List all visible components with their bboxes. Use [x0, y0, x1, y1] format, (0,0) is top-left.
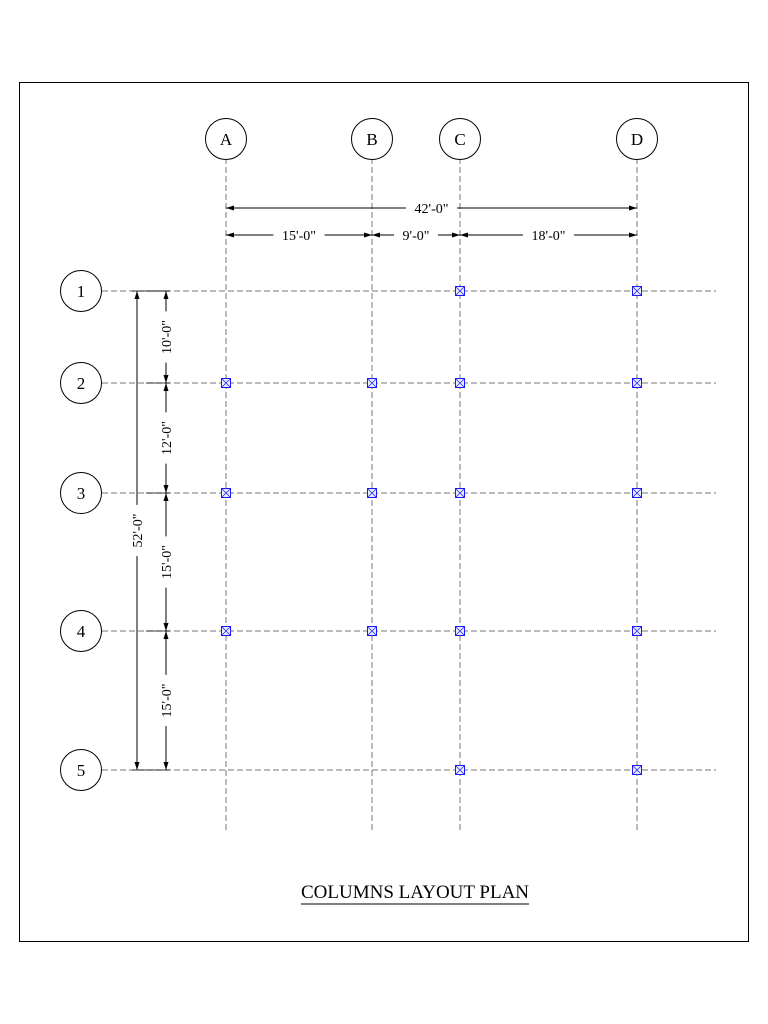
column-a2: [222, 379, 231, 388]
dimension-vertical-3-label: 15'-0": [160, 545, 175, 579]
grid-lines: [102, 158, 716, 830]
dimension-arrow: [164, 291, 169, 299]
grid-bubble-d: [617, 119, 658, 160]
column-c1: [456, 287, 465, 296]
dimension-horizontal-1-label: 15'-0": [282, 229, 316, 244]
dimension-horizontal-1: [226, 229, 372, 244]
grid-bubble-b: [352, 119, 393, 160]
grid-bubble-c: [440, 119, 481, 160]
grid-bubble-1: [61, 271, 102, 312]
dimension-arrow: [460, 233, 468, 238]
column-d5: [633, 766, 642, 775]
dimension-vertical-1-label: 10'-0": [160, 320, 175, 354]
dimension-arrow: [164, 623, 169, 631]
grid-bubble-4: [61, 611, 102, 652]
dimension-overall-vertical-label: 52'-0": [131, 513, 146, 548]
dimension-vertical-4: [160, 631, 175, 770]
dimension-horizontal-3-label: 18'-0": [531, 229, 566, 244]
column-c3: [456, 489, 465, 498]
dimension-arrow: [135, 762, 140, 770]
grid-bubble-label: B: [366, 130, 378, 149]
dimension-overall-horizontal: [226, 202, 637, 217]
column-b4: [368, 627, 377, 636]
column-a3: [222, 489, 231, 498]
column-c4: [456, 627, 465, 636]
dimension-vertical-3: [160, 493, 175, 631]
dimension-arrow: [226, 206, 234, 211]
column-b3: [368, 489, 377, 498]
grid-bubble-2: [61, 363, 102, 404]
column-d4: [633, 627, 642, 636]
dimensions: [131, 202, 637, 770]
column-b2: [368, 379, 377, 388]
dimension-horizontal-3: [460, 229, 637, 244]
grid-bubble-label: 1: [76, 282, 86, 301]
column-c2: [456, 379, 465, 388]
dimension-arrow: [164, 383, 169, 391]
dimension-arrow: [135, 291, 140, 299]
dimension-arrow: [452, 233, 460, 238]
grid-bubble-a: [206, 119, 247, 160]
grid-bubble-5: [61, 750, 102, 791]
column-c5: [456, 766, 465, 775]
grid-bubble-label: 2: [76, 374, 86, 393]
column-markers: [222, 287, 642, 775]
grid-bubble-label: 4: [76, 622, 86, 641]
dimension-overall-horizontal-label: 42'-0": [414, 202, 449, 217]
dimension-overall-vertical: [131, 291, 146, 770]
dimension-horizontal-2: [372, 229, 460, 244]
grid-bubble-label: A: [219, 130, 233, 149]
dimension-arrow: [364, 233, 372, 238]
dimension-arrow: [164, 375, 169, 383]
column-d3: [633, 489, 642, 498]
dimension-vertical-4-label: 15'-0": [160, 683, 175, 718]
dimension-arrow: [629, 233, 637, 238]
column-d1: [633, 287, 642, 296]
column-d2: [633, 379, 642, 388]
dimension-arrow: [226, 233, 234, 238]
grid-bubble-label: D: [630, 130, 644, 149]
grid-bubbles: [61, 119, 658, 791]
dimension-arrow: [629, 206, 637, 211]
dimension-arrow: [372, 233, 380, 238]
drawing-frame: [20, 83, 749, 942]
dimension-vertical-1: [160, 291, 175, 383]
dimension-arrow: [164, 631, 169, 639]
dimension-vertical-2-label: 12'-0": [160, 421, 175, 455]
grid-bubble-label: 5: [76, 761, 86, 780]
column-a4: [222, 627, 231, 636]
dimension-arrow: [164, 493, 169, 501]
grid-bubble-label: 3: [76, 484, 86, 503]
grid-bubble-3: [61, 473, 102, 514]
dimension-vertical-2: [160, 383, 175, 493]
dimension-horizontal-2-label: 9'-0": [402, 229, 430, 244]
dimension-arrow: [164, 762, 169, 770]
grid-bubble-label: C: [454, 130, 466, 149]
dimension-arrow: [164, 485, 169, 493]
plan-title: COLUMNS LAYOUT PLAN: [300, 882, 530, 903]
